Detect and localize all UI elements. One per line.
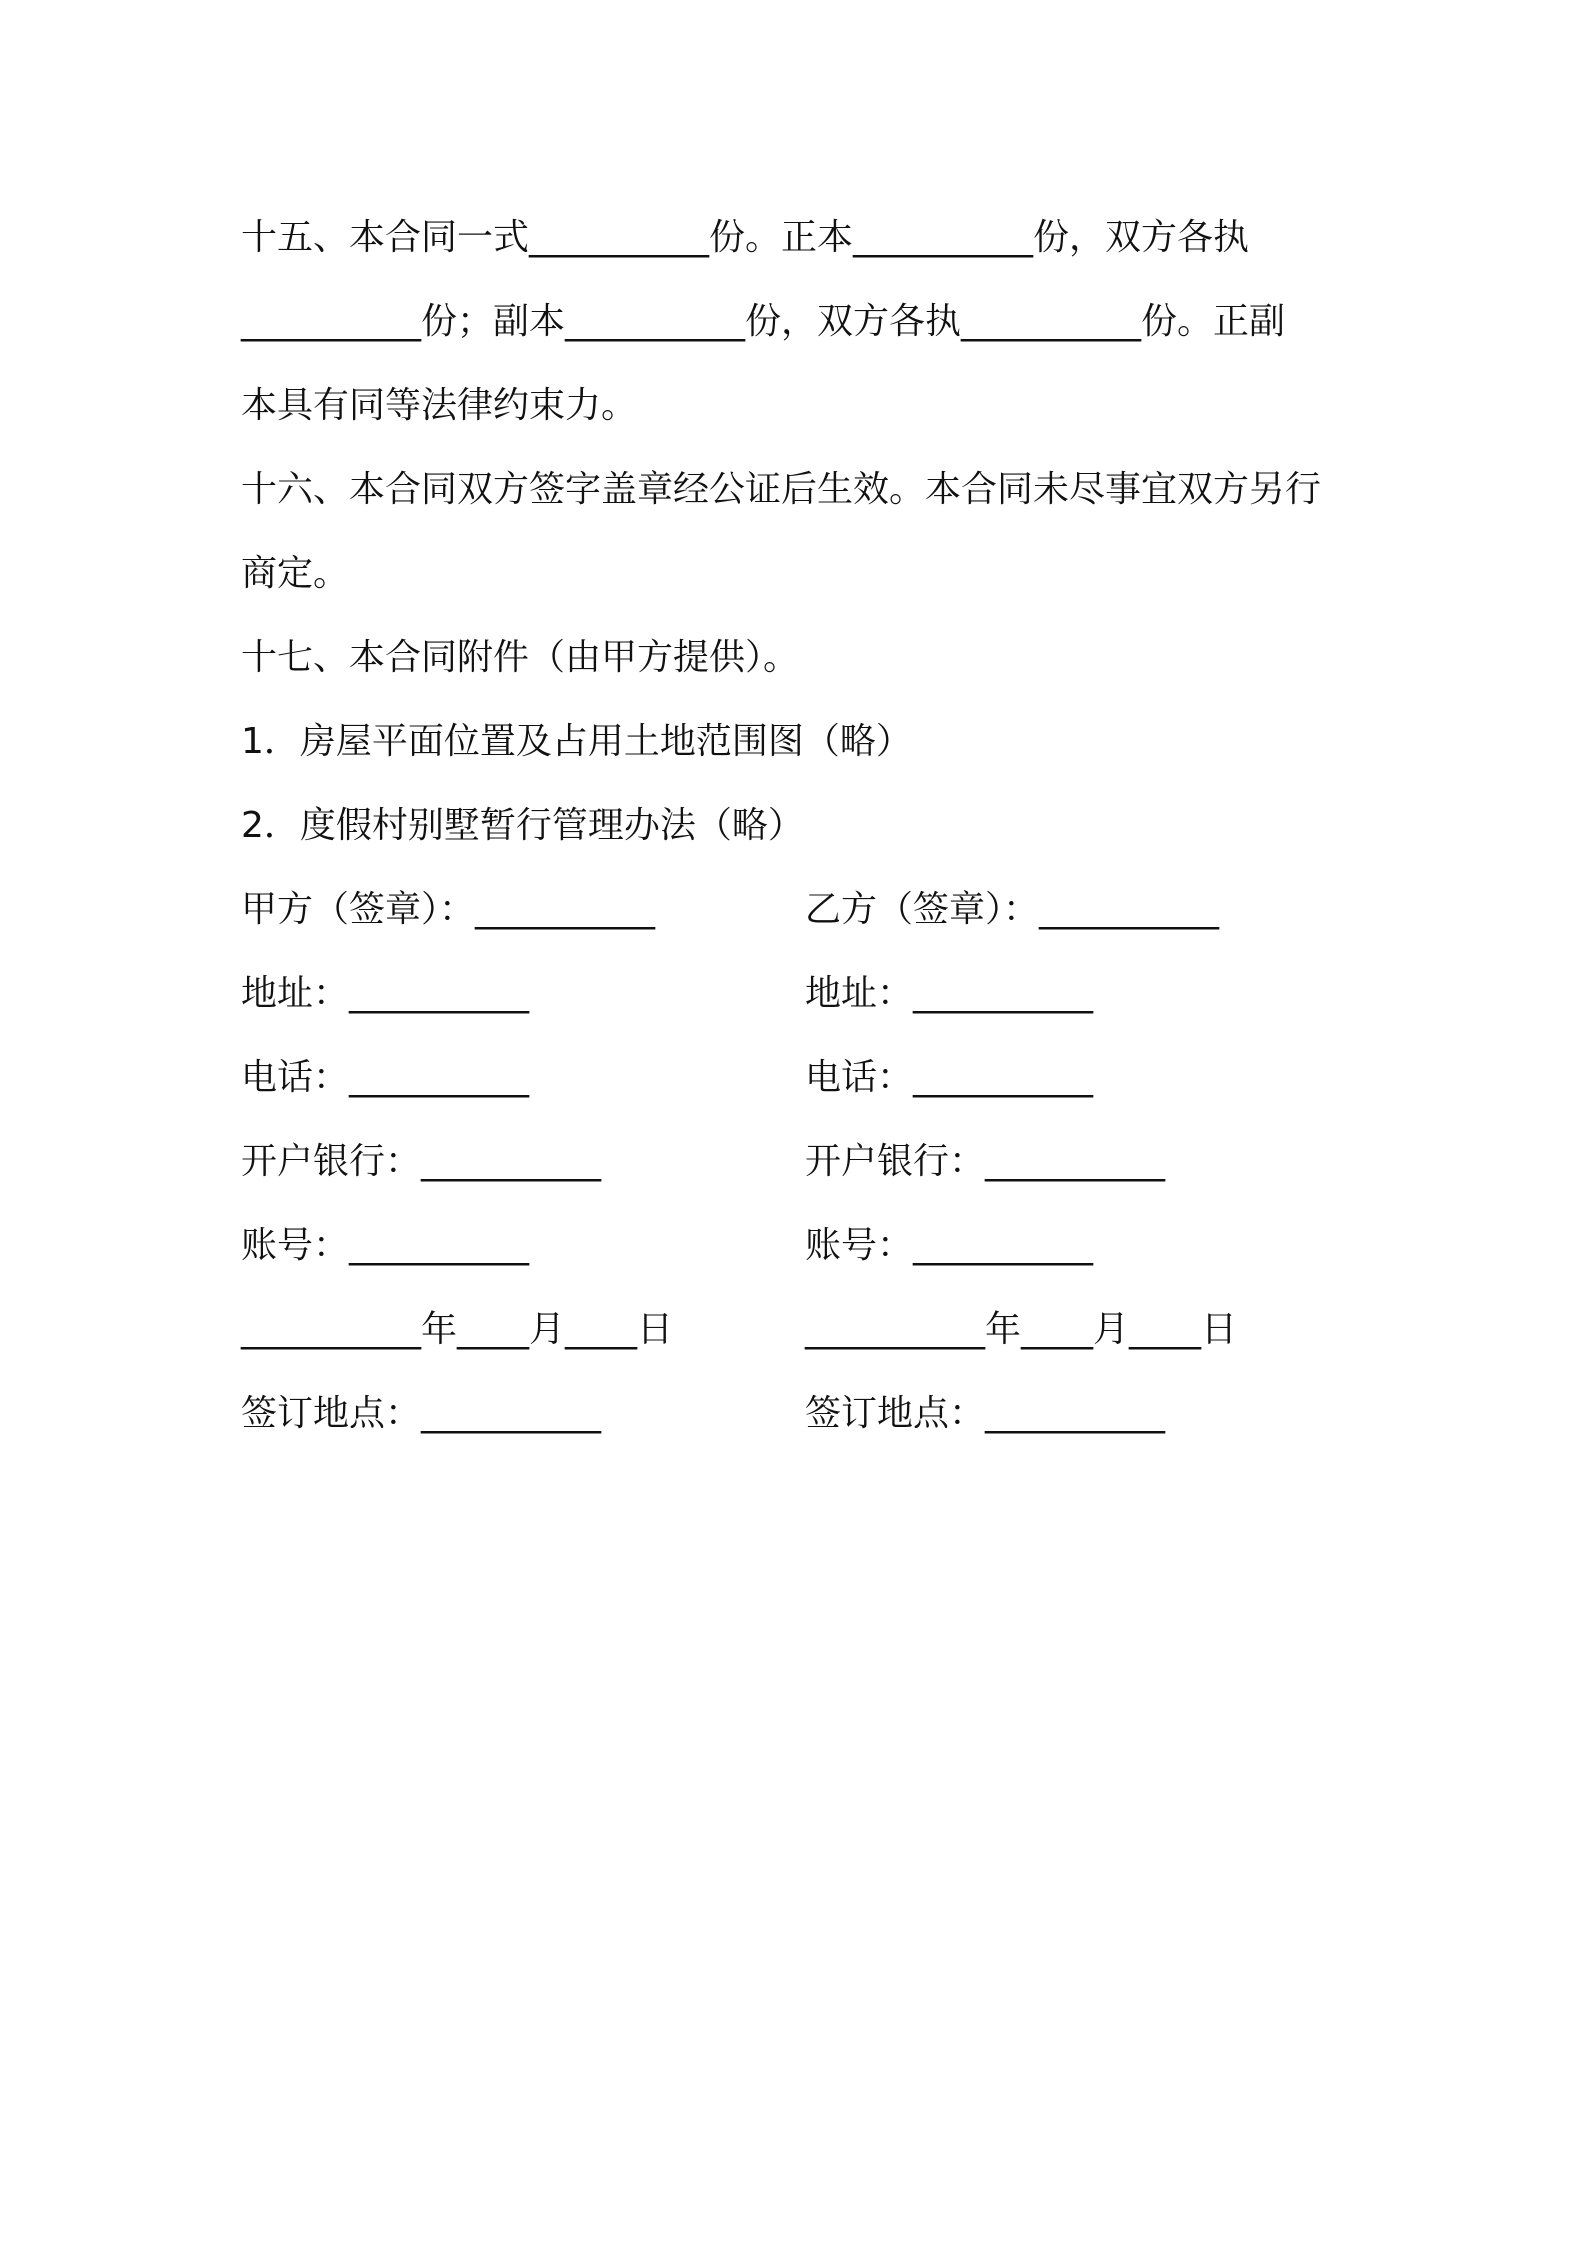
signature-row-seal	[241, 868, 1361, 952]
clause-15-line-1: 十五、本合同一式__________份。正本__________份，双方各执	[241, 217, 1250, 258]
signature-row-place	[241, 1372, 1361, 1456]
signature-row-date	[241, 1288, 1361, 1372]
party-b-phone: 电话：__________	[805, 1057, 1094, 1098]
signature-row-phone	[241, 1036, 1361, 1120]
attachment-2: 2．度假村别墅暂行管理办法（略）	[241, 805, 804, 846]
party-b-account: 账号：__________	[805, 1225, 1094, 1266]
attachment-1: 1．房屋平面位置及占用土地范围图（略）	[241, 721, 912, 762]
party-b-address: 地址：__________	[805, 973, 1094, 1014]
party-b-date: __________年____月____日	[805, 1309, 1237, 1350]
clause-16-line-2: 商定。	[241, 553, 350, 594]
party-a-seal: 甲方（签章）：__________	[241, 889, 656, 930]
clause-15-line-2: __________份；副本__________份，双方各执__________份。正副	[241, 301, 1286, 342]
clause-16-line-1: 十六、本合同双方签字盖章经公证后生效。本合同未尽事宜双方另行	[241, 469, 1322, 510]
signature-row-account	[241, 1204, 1361, 1288]
party-a-phone: 电话：__________	[241, 1057, 530, 1098]
party-a-date: __________年____月____日	[241, 1309, 673, 1350]
clause-15-line-3: 本具有同等法律约束力。	[241, 385, 638, 426]
party-a-place: 签订地点：__________	[241, 1393, 602, 1434]
party-b-seal: 乙方（签章）：__________	[805, 889, 1220, 930]
party-a-account: 账号：__________	[241, 1225, 530, 1266]
clause-17: 十七、本合同附件（由甲方提供）。	[241, 637, 800, 678]
party-a-address: 地址：__________	[241, 973, 530, 1014]
signature-row-address	[241, 952, 1361, 1036]
signature-row-bank	[241, 1120, 1361, 1204]
party-b-place: 签订地点：__________	[805, 1393, 1166, 1434]
document-body	[241, 196, 1361, 1456]
party-b-bank: 开户银行：__________	[805, 1141, 1166, 1182]
party-a-bank: 开户银行：__________	[241, 1141, 602, 1182]
